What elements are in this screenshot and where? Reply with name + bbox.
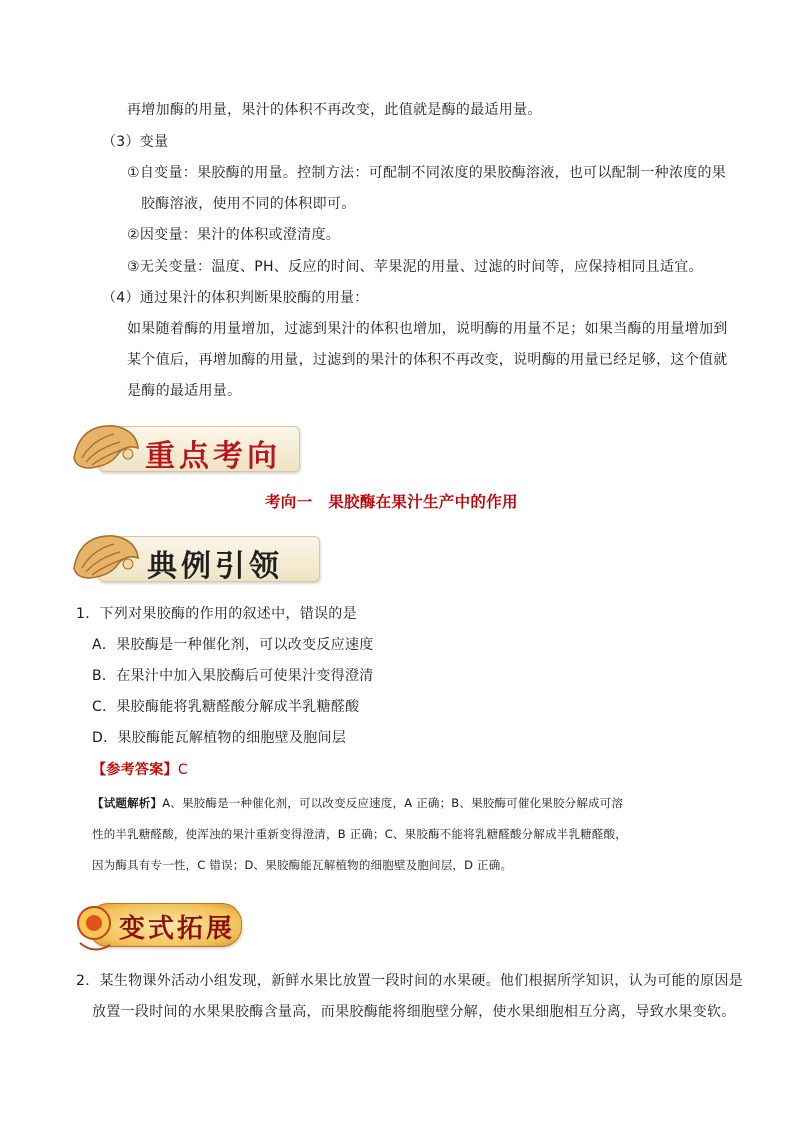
section-title: 考向一 果胶酶在果汁生产中的作用: [265, 492, 518, 511]
analysis-line: [92, 793, 623, 813]
focus-banner-title: 重点考向: [145, 439, 281, 474]
paragraph-line: 某个值后，再增加酶的用量，过滤到的果汁的体积不再改变，说明酶的用量已经足够，这个值就: [127, 352, 728, 368]
paragraph-line: 是酶的最适用量。: [127, 383, 242, 399]
analysis-line: 性的半乳糖醛酸，使浑浊的果汁重新变得澄清，B 正确；C、果胶酶不能将乳糖醛酸分解成半乳糖醛酸，: [92, 827, 627, 841]
subsection-heading: （4）通过果汁的体积判断果胶酶的用量：: [102, 290, 369, 306]
question-stem: 2．某生物课外活动小组发现，新鲜水果比放置一段时间的水果硬。他们根据所学知识，认为可能的原因是: [76, 973, 744, 989]
shell-icon: [70, 418, 142, 474]
analysis-line: 因为酶具有专一性，C 错误；D、果胶酶能瓦解植物的细胞壁及胞间层，D 正确。: [92, 858, 513, 872]
question-option: A．果胶酶是一种催化剂，可以改变反应速度: [92, 637, 374, 653]
shell-icon: [70, 528, 142, 584]
paragraph-line: ③无关变量：温度、PH、反应的时间、苹果泥的用量、过滤的时间等，应保持相同且适宜。: [127, 259, 703, 275]
question-option: C．果胶酶能将乳糖醛酸分解成半乳糖醛酸: [92, 699, 360, 715]
focus-banner: [70, 418, 300, 474]
paragraph-line: 胶酶溶液，使用不同的体积即可。: [141, 196, 356, 212]
question-option: D．果胶酶能瓦解植物的细胞壁及胞间层: [92, 730, 347, 746]
analysis-text: A、果胶酶是一种催化剂，可以改变反应速度，A 正确；B、果胶酶可催化果胶分解成可溶: [162, 796, 624, 810]
paragraph-line: 再增加酶的用量，果汁的体积不再改变，此值就是酶的最适用量。: [127, 102, 542, 118]
paragraph-line: ①自变量：果胶酶的用量。控制方法：可配制不同浓度的果胶酶溶液，也可以配制一种浓度的果: [127, 165, 727, 181]
paragraph-line: 如果随着酶的用量增加，过滤到果汁的体积也增加，说明酶的用量不足；如果当酶的用量增加到: [127, 321, 728, 337]
question-stem: 1．下列对果胶酶的作用的叙述中，错误的是: [76, 606, 357, 622]
question-option: B．在果汁中加入果胶酶后可使果汁变得澄清: [92, 668, 374, 684]
example-banner-title: 典例引领: [147, 549, 283, 584]
subsection-heading: （3）变量: [102, 134, 169, 150]
answer-line: [92, 760, 188, 780]
analysis-label: 【试题解析】: [92, 796, 163, 810]
paragraph-line: ②因变量：果汁的体积或澄清度。: [127, 227, 341, 243]
variant-banner: [70, 893, 250, 957]
answer-label: 【参考答案】: [92, 762, 178, 778]
example-banner: [70, 528, 320, 584]
variant-banner-title: 变式拓展: [119, 914, 236, 944]
question-stem-continued: 放置一段时间的水果果胶酶含量高，而果胶酶能将细胞壁分解，使水果细胞相互分离，导致水果变软。: [92, 1004, 736, 1020]
flower-icon: [70, 893, 120, 957]
answer-value: C: [177, 762, 188, 778]
